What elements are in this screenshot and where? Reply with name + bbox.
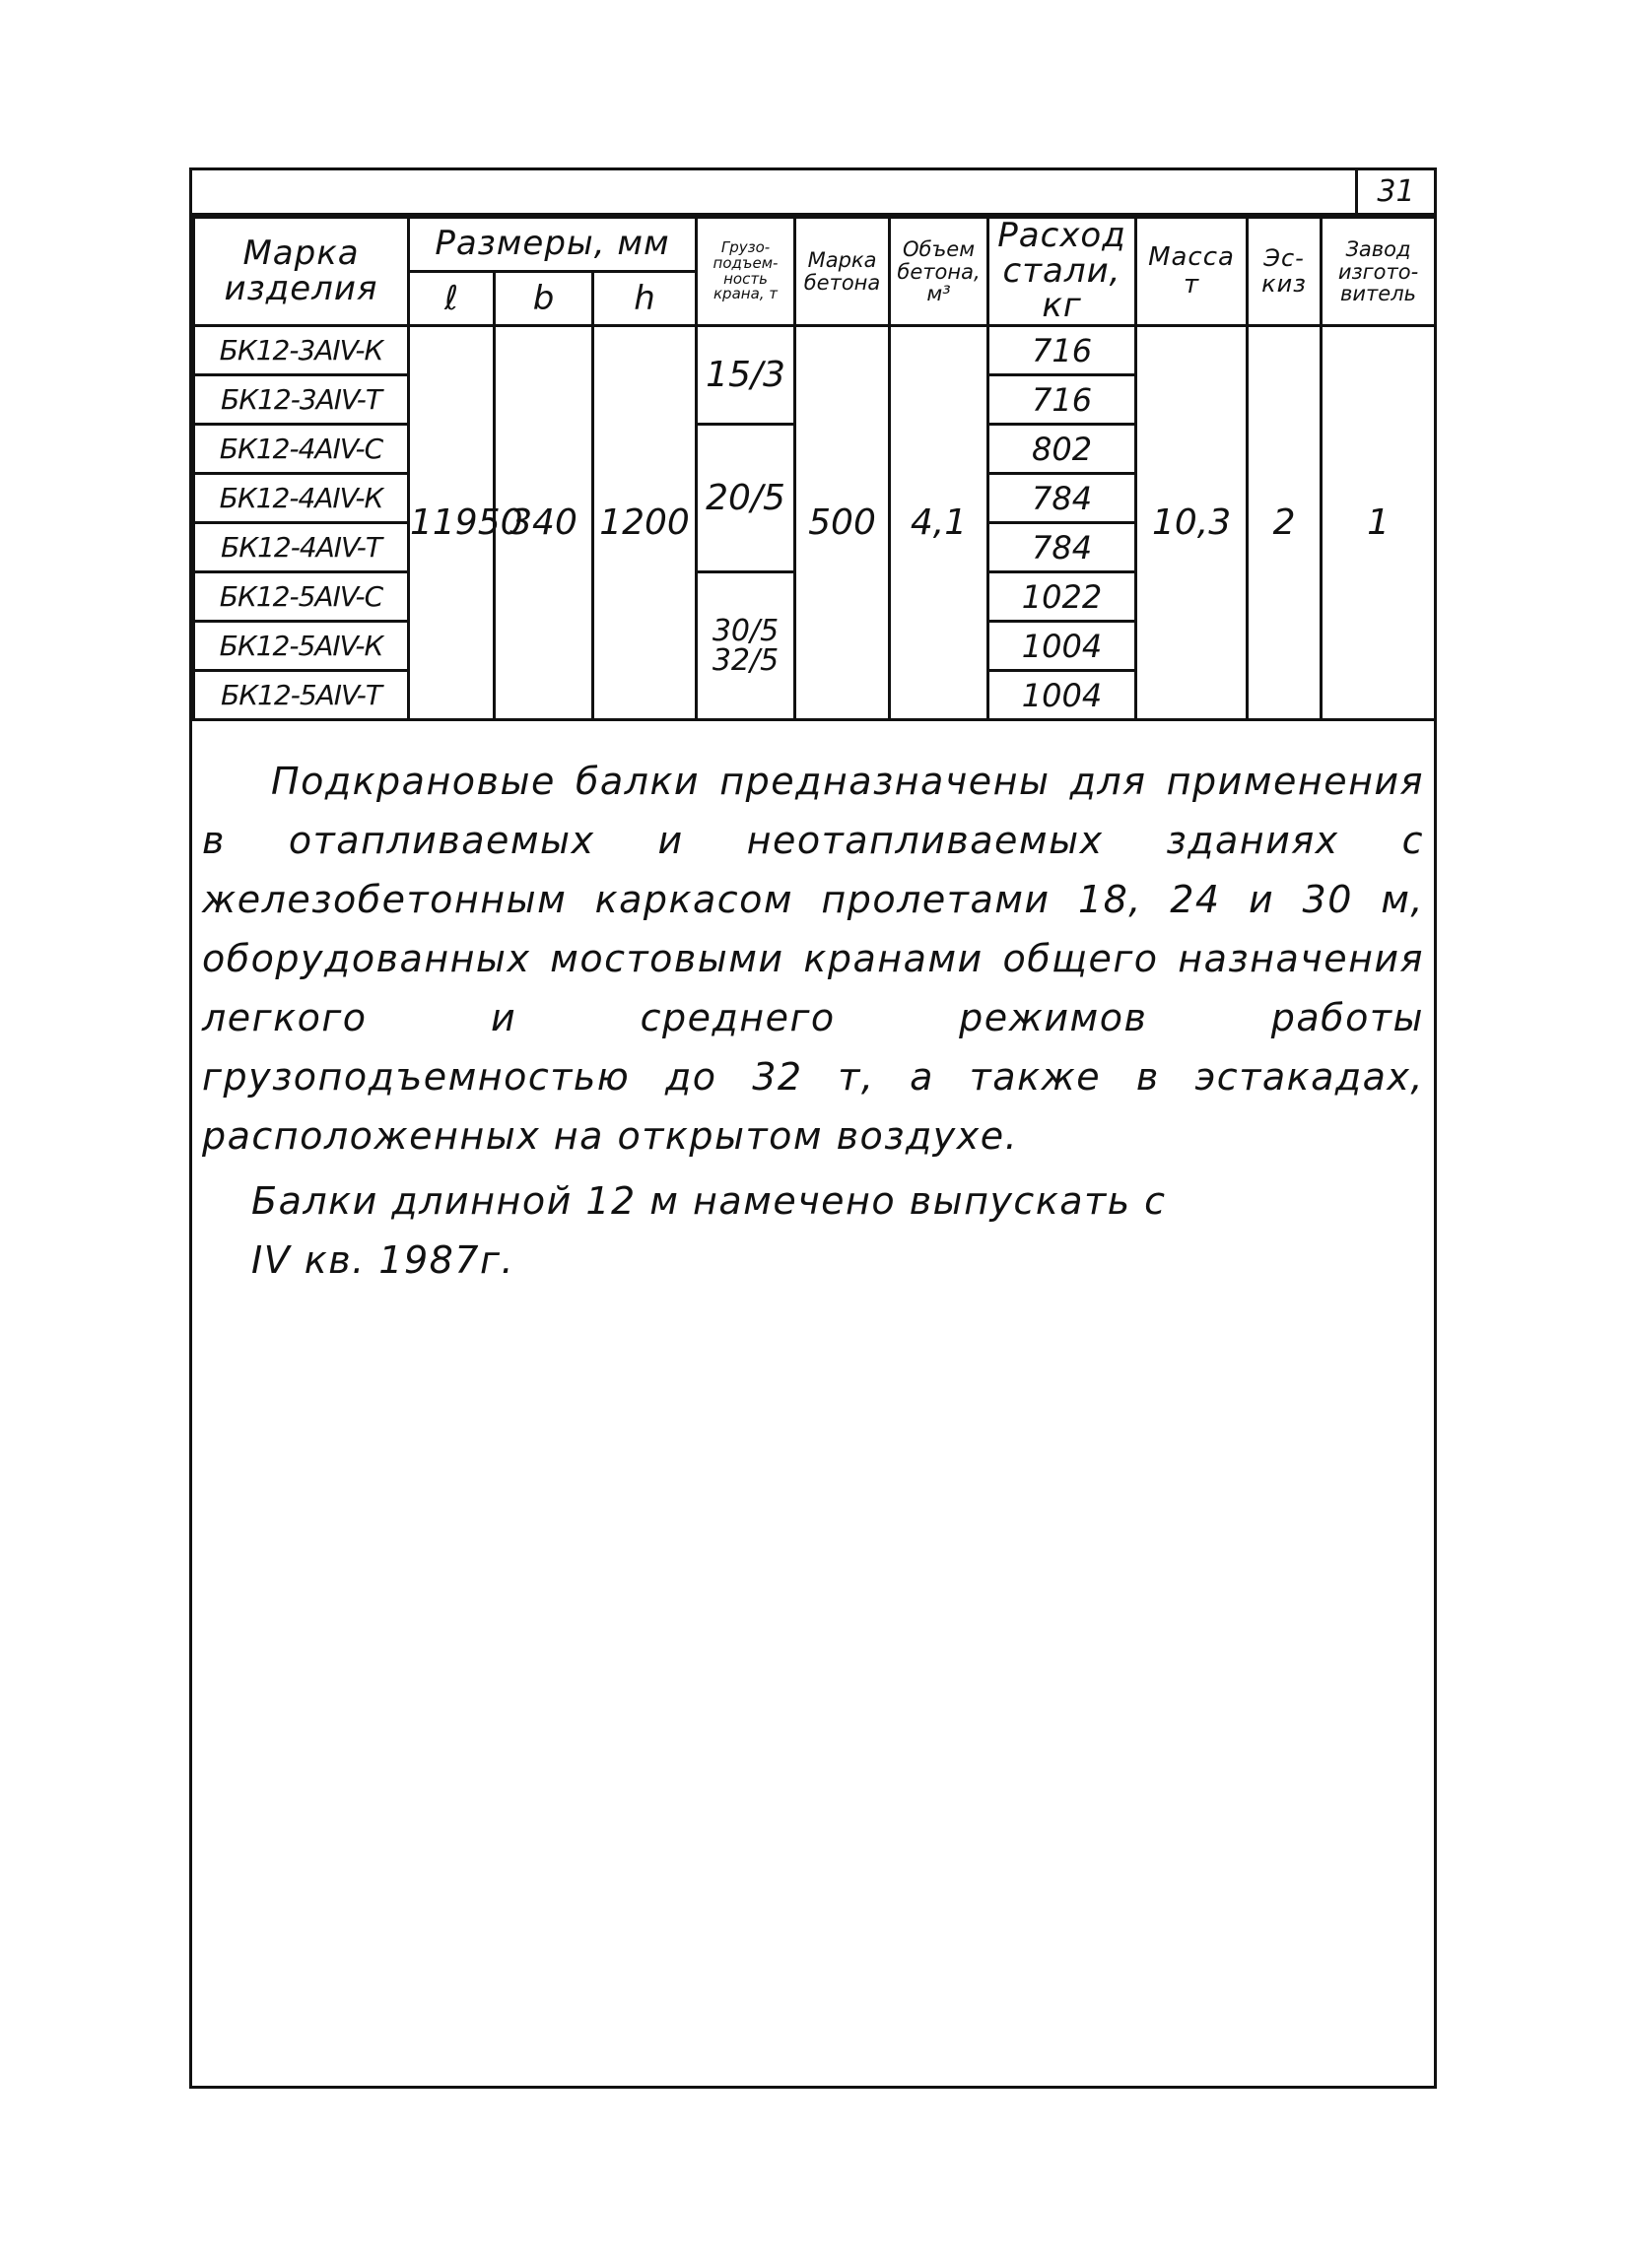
header-concrete-volume: Объем бетона, м³ [890, 218, 988, 326]
row-mark: БК12-4AIV-Т [194, 523, 409, 572]
value-h: 1200 [593, 326, 697, 720]
row-steel: 784 [988, 474, 1136, 523]
capacity-group: 20/5 [697, 425, 795, 572]
description-paragraph-3: IV кв. 1987г. [251, 1238, 515, 1282]
document-sheet [189, 167, 1437, 2089]
value-sketch: 2 [1248, 326, 1322, 720]
value-l: 11950 [409, 326, 495, 720]
capacity-group: 15/3 [697, 326, 795, 425]
row-mark: БК12-3AIV-Т [194, 375, 409, 425]
header-concrete-grade: Марка бетона [795, 218, 890, 326]
header-l: ℓ [409, 272, 495, 326]
row-mark: БК12-5AIV-С [194, 572, 409, 622]
header-sketch: Эс-киз [1248, 218, 1322, 326]
row-steel: 716 [988, 375, 1136, 425]
row-steel: 784 [988, 523, 1136, 572]
capacity-group: 30/5 32/5 [697, 572, 795, 720]
header-steel: Расход стали, кг [988, 218, 1136, 326]
row-mark: БК12-5AIV-Т [194, 671, 409, 720]
header-plant: Завод изгото-витель [1322, 218, 1436, 326]
product-spec-table [192, 216, 1437, 721]
header-h: h [593, 272, 697, 326]
value-concrete-grade: 500 [795, 326, 890, 720]
header-mark: Марка изделия [194, 218, 409, 326]
row-steel: 1004 [988, 671, 1136, 720]
row-steel: 1022 [988, 572, 1136, 622]
row-steel: 802 [988, 425, 1136, 474]
value-plant: 1 [1322, 326, 1436, 720]
row-steel: 1004 [988, 622, 1136, 671]
description-paragraph-2: Балки длинной 12 м намечено выпускать с [251, 1179, 1167, 1223]
header-mass: Масса т [1136, 218, 1248, 326]
value-mass: 10,3 [1136, 326, 1248, 720]
row-mark: БК12-4AIV-К [194, 474, 409, 523]
value-b: 340 [495, 326, 593, 720]
description-text [202, 752, 1424, 1290]
row-mark: БК12-3AIV-К [194, 326, 409, 375]
header-dims: Размеры, мм [409, 218, 697, 272]
row-mark: БК12-4AIV-С [194, 425, 409, 474]
row-mark: БК12-5AIV-К [194, 622, 409, 671]
header-capacity: Грузо-подъем-ность крана, т [697, 218, 795, 326]
page-number: 31 [1355, 170, 1434, 216]
row-steel: 716 [988, 326, 1136, 375]
header-b: b [495, 272, 593, 326]
value-concrete-volume: 4,1 [890, 326, 988, 720]
description-paragraph-1: Подкрановые балки предназначены для применения в отапливаемых и неотапливаемых зданиях с железобетонным каркасом пролетами 18, 24 и 30 м, оборудованных мостовыми кранами общего назначения легкого и среднего режимов работы грузоподъемностью до 32 т, а также в эстакадах, расположенных на открытом воздухе. [202, 760, 1424, 1158]
